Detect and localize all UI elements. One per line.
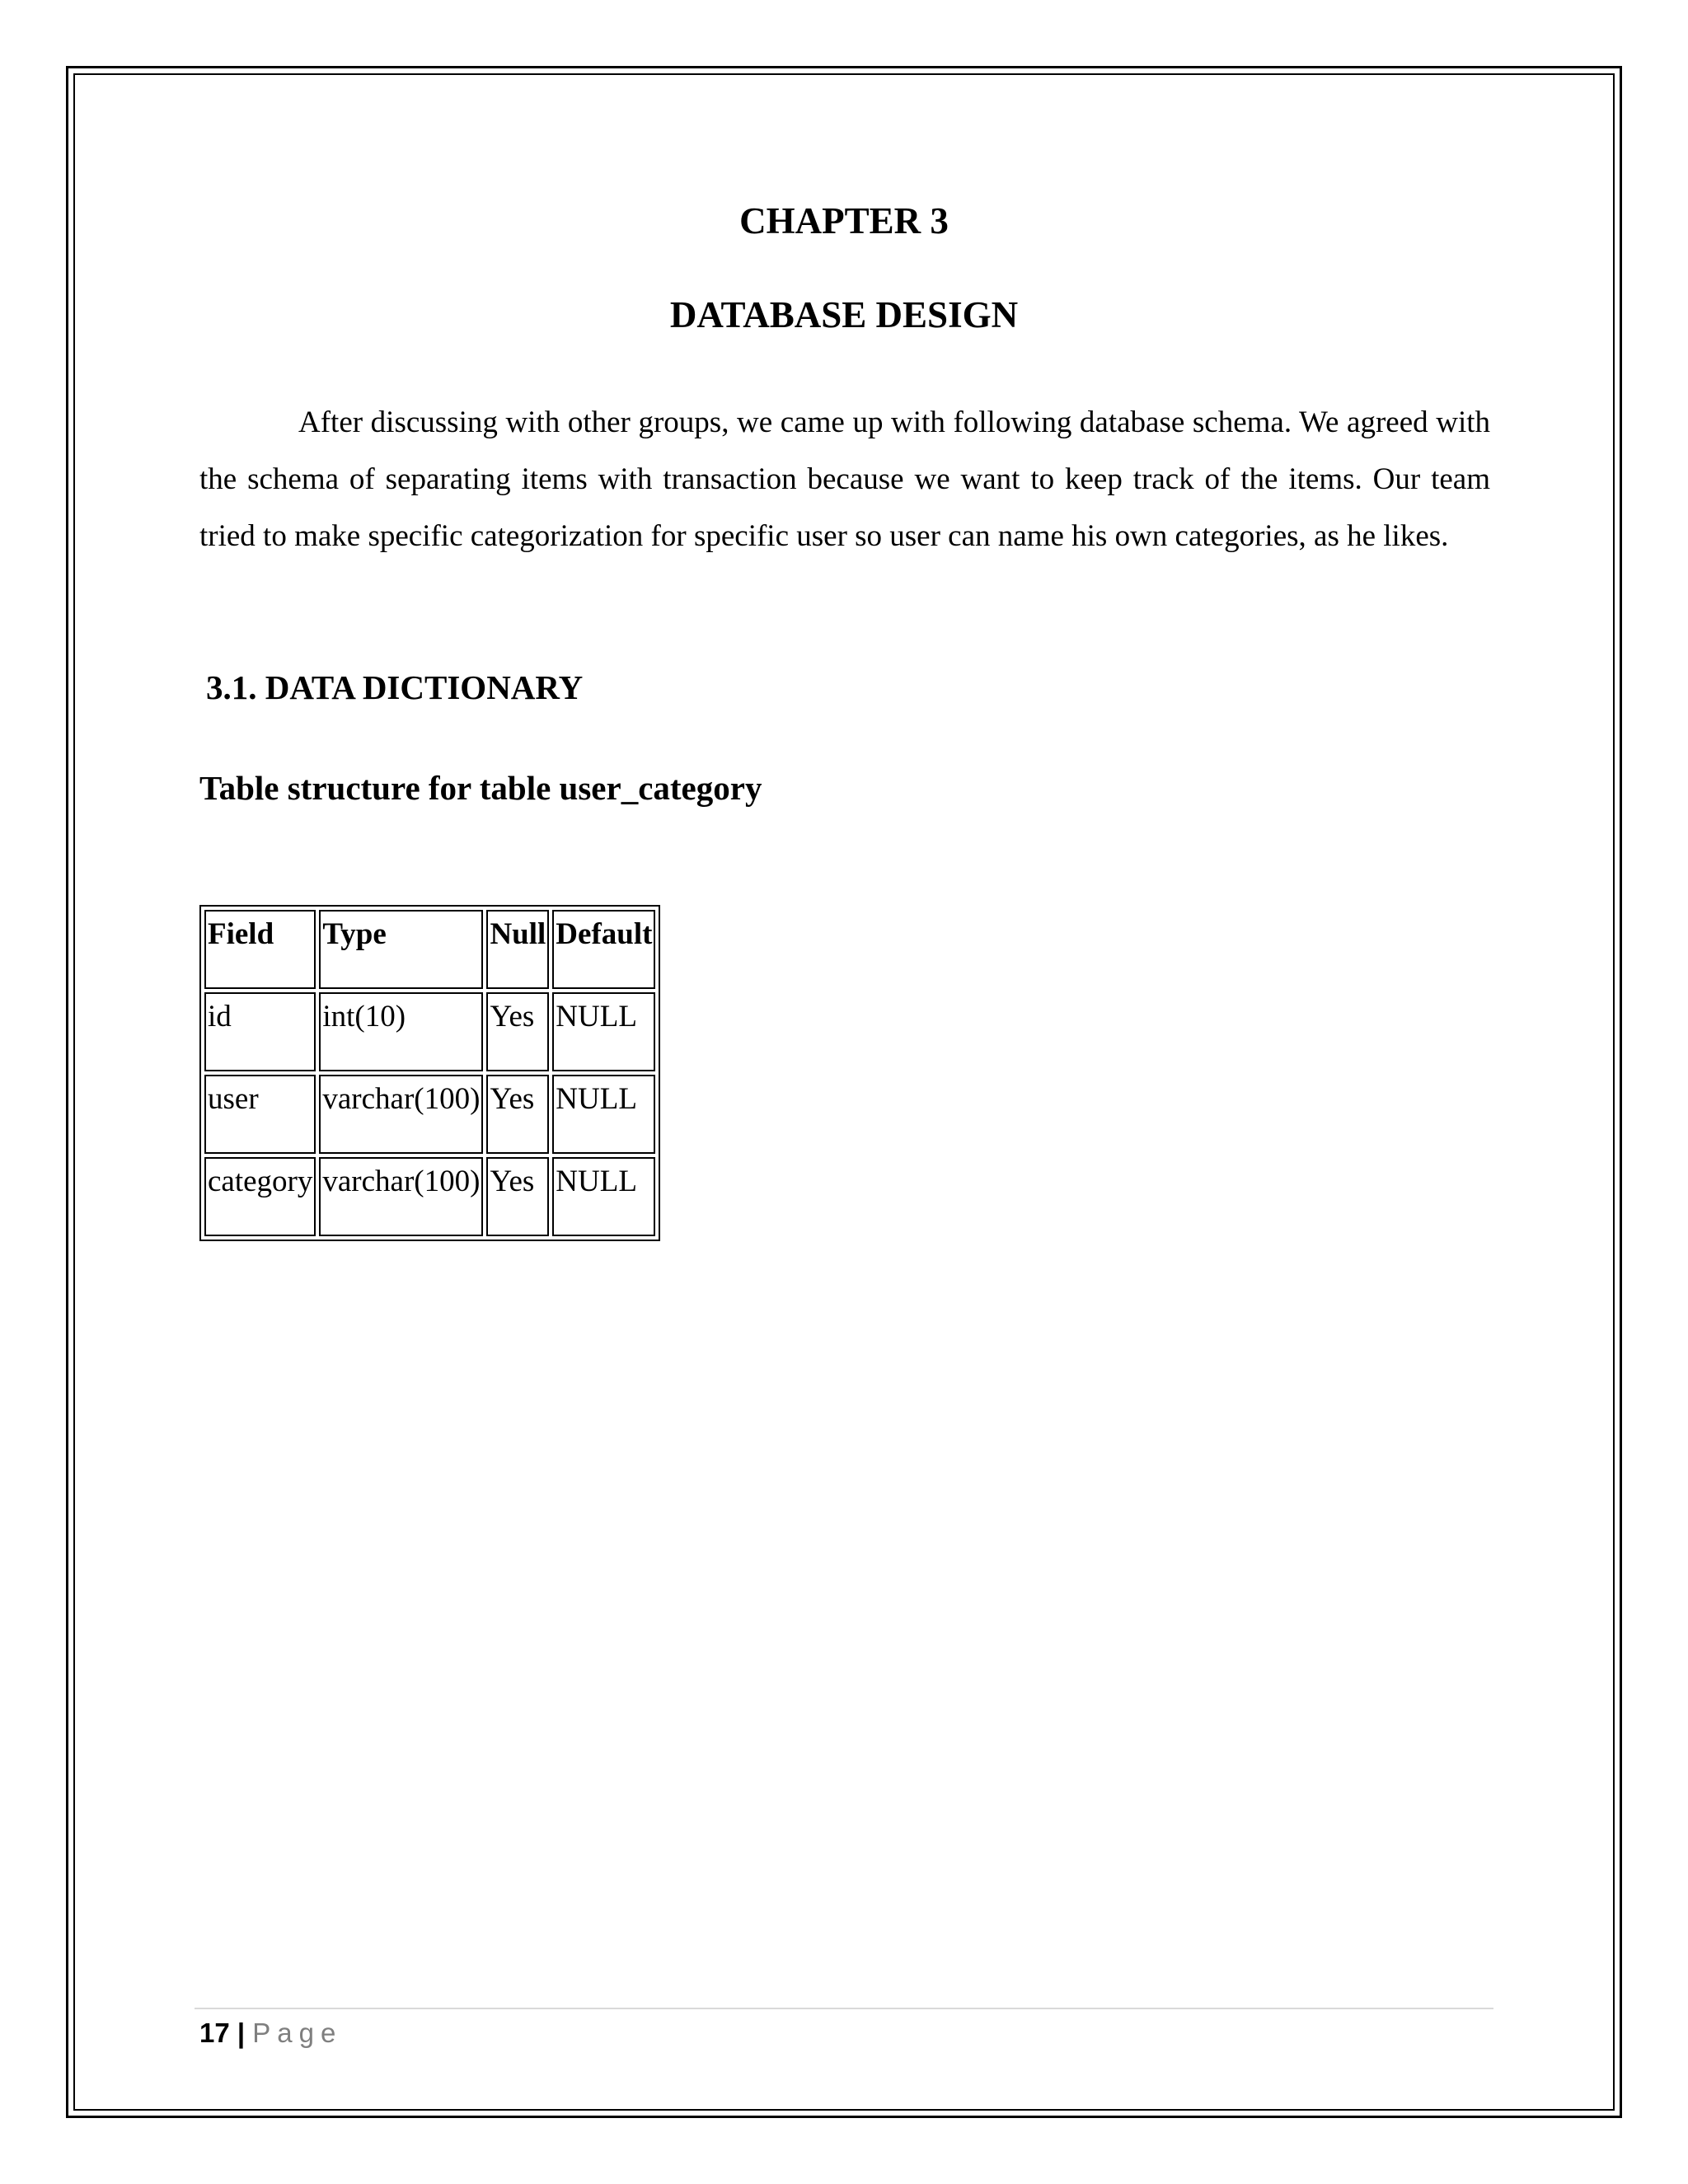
table-header-row (204, 910, 655, 989)
footer-rule (195, 2008, 1493, 2009)
page-label: Page (252, 2018, 343, 2048)
table-row (204, 992, 655, 1071)
section-heading: 3.1. DATA DICTIONARY (206, 668, 584, 706)
cell-type: int(10) (319, 992, 483, 1071)
cell-null: Yes (486, 1157, 549, 1236)
cell-type: varchar(100) (319, 1075, 483, 1154)
header-type: Type (319, 910, 483, 989)
header-field: Field (204, 910, 316, 989)
table-row (204, 1157, 655, 1236)
chapter-title: DATABASE DESIGN (669, 294, 1019, 335)
header-null: Null (486, 910, 549, 989)
data-dictionary-table (199, 905, 660, 1241)
cell-null: Yes (486, 992, 549, 1071)
cell-field: category (204, 1157, 316, 1236)
table-row (204, 1075, 655, 1154)
cell-default: NULL (552, 1157, 655, 1236)
cell-default: NULL (552, 992, 655, 1071)
intro-paragraph: After discussing with other groups, we came up with following database schema. We agreed with the schema of separating items with transaction because we want to keep track of the items. Our team tried to make specific categorization for specific user so user can name his own categories, as he likes. (199, 405, 1490, 553)
page-footer (199, 2014, 342, 2052)
cell-default: NULL (552, 1075, 655, 1154)
cell-field: user (204, 1075, 316, 1154)
cell-type: varchar(100) (319, 1157, 483, 1236)
header-default: Default (552, 910, 655, 989)
footer-separator: | (237, 2018, 246, 2048)
table-caption: Table structure for table user_category (199, 769, 762, 807)
page-number: 17 (199, 2018, 230, 2048)
chapter-number: CHAPTER 3 (739, 200, 949, 241)
cell-field: id (204, 992, 316, 1071)
cell-null: Yes (486, 1075, 549, 1154)
